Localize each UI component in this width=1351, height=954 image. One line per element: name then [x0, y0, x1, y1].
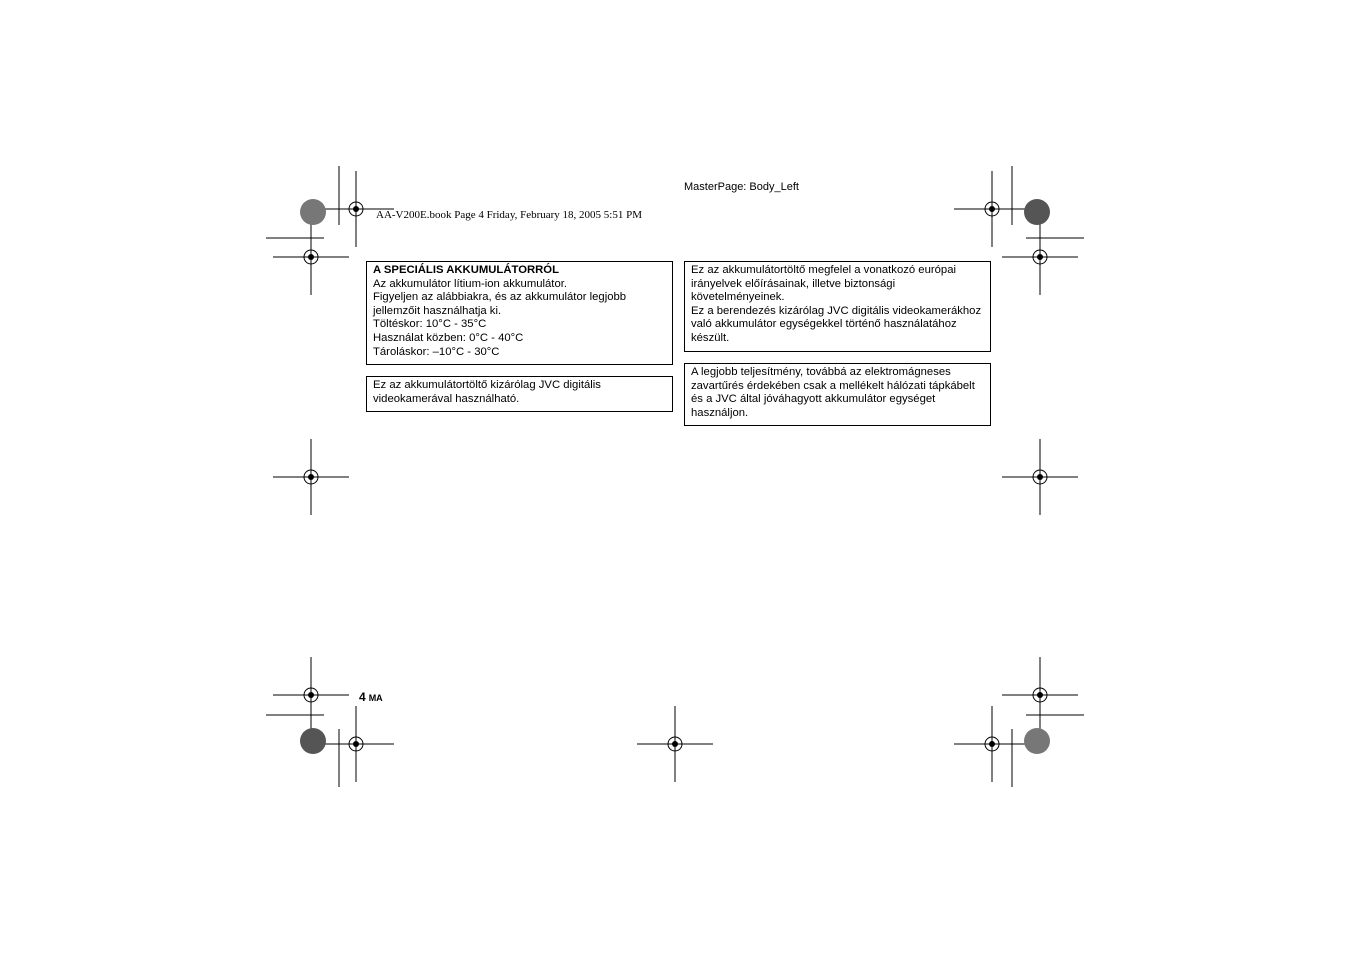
registration-target-icon	[300, 199, 326, 225]
crosshair-icon	[1002, 657, 1078, 733]
battery-info-title: A SPECIÁLIS AKKUMULÁTORRÓL	[373, 264, 559, 276]
registration-target-icon	[1024, 199, 1050, 225]
compliance-text: Ez a berendezés kizárólag JVC digitális videokamerákhoz való akkumulátor egységekkel történő használatához készült.	[691, 304, 982, 344]
crosshair-icon	[637, 706, 713, 782]
battery-info-line: Töltéskor: 10°C - 35°C	[373, 318, 487, 331]
jvc-only-text: Ez az akkumulátortöltő kizárólag JVC digitális videokamerával használható.	[373, 379, 601, 405]
crosshair-icon	[273, 657, 349, 733]
battery-info-line: Az akkumulátor lítium-ion akkumulátor.	[373, 277, 568, 290]
crosshair-icon	[273, 439, 349, 515]
registration-target-icon	[1024, 728, 1050, 754]
battery-info-line: Tároláskor: –10°C - 30°C	[373, 345, 500, 358]
performance-box	[684, 363, 991, 426]
crosshair-icon	[1002, 439, 1078, 515]
crosshair-icon	[318, 706, 394, 782]
performance-text: A legjobb teljesítmény, továbbá az elektromágneses zavartűrés érdekében csak a mellékelt hálózati tápkábelt és a JVC által jóváhagyott akkumulátor egységet használjon.	[691, 366, 975, 419]
jvc-only-box	[366, 376, 673, 412]
compliance-box	[684, 261, 991, 352]
registration-target-icon	[300, 728, 326, 754]
book-info-line: AA-V200E.book Page 4 Friday, February 18, 2005 5:51 PM	[376, 209, 643, 221]
page-number	[359, 690, 383, 705]
battery-info-line: Használat közben: 0°C - 40°C	[373, 331, 524, 344]
compliance-text: Ez az akkumulátortöltő megfelel a vonatkozó európai irányelvek előírásainak, illetve biztonsági követelményeinek.	[691, 264, 956, 304]
page-number-value: 4	[359, 690, 366, 704]
crosshair-icon	[954, 171, 1030, 247]
crosshair-icon	[1002, 219, 1078, 295]
master-page-label: MasterPage: Body_Left	[684, 181, 799, 193]
crosshair-icon	[954, 706, 1030, 782]
crosshair-icon	[273, 219, 349, 295]
battery-info-box	[366, 261, 673, 365]
battery-info-line: Figyeljen az alábbiakra, és az akkumulátor legjobb jellemzőit használhatja ki.	[373, 291, 627, 317]
page-number-suffix: MA	[368, 693, 383, 703]
